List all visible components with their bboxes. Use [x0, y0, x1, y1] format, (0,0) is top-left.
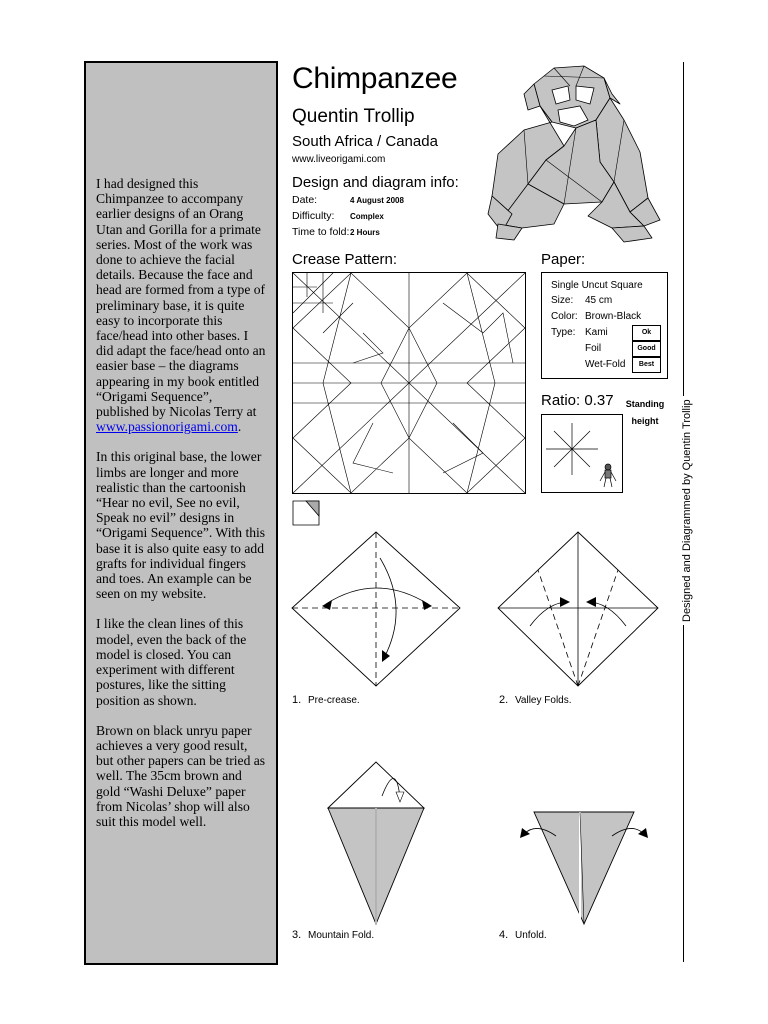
crease-pattern-heading: Crease Pattern: [292, 251, 398, 268]
step-2-number: 2. [499, 694, 509, 706]
paper-type-label: Type: [551, 327, 576, 338]
info-heading: Design and diagram info: [292, 174, 459, 191]
step-1-label: Pre-crease. [308, 695, 360, 706]
step-4-number: 4. [499, 929, 509, 941]
step-1-diagram [290, 530, 462, 690]
paper-info-box [541, 272, 668, 379]
author-country: South Africa / Canada [292, 133, 438, 150]
step-1-number: 1. [292, 694, 302, 706]
time-value: 2 Hours [350, 228, 380, 237]
chimpanzee-illustration [484, 64, 670, 244]
paper-color-label: Color: [551, 311, 578, 322]
time-label: Time to fold: [292, 226, 350, 238]
sidebar-paragraph-1: I had designed this Chimpanzee to accompany earlier designs of an Orang Utan and Gorilla for a primate series. Most of the work was done to achieve the facial details. Because the face and head are formed from a type of preliminary base, it is quite easy to incorporate this face/head into other bases. I did adapt the face/head onto an easier base – the diagrams appearing in my book entitled “Origami Sequence”, published by Nicolas Terry at www.passionorigami.com. [96, 176, 266, 435]
standing-height-label: Standing height [625, 399, 665, 426]
paper-heading: Paper: [541, 251, 586, 268]
step-4-diagram [510, 800, 660, 930]
step-2-label: Valley Folds. [515, 695, 572, 706]
chimp-mini-icon [600, 464, 616, 487]
designer-credit: Designed and Diagrammed by Quentin Trollip [681, 396, 693, 625]
date-value: 4 August 2008 [350, 196, 404, 205]
rating-good-badge: Good [632, 341, 661, 357]
page-title: Chimpanzee [292, 62, 458, 95]
sidebar-paragraph-2: In this original base, the lower limbs are longer and more realistic than the cartoonish “Hear no evil, See no evil, Speak no evil” designs in “Origami Sequence”. With this base it is also quite easy to add grafts for individual fingers and toes. An example can be seen on my website. [96, 449, 266, 602]
paper-size-label: Size: [551, 295, 574, 306]
rating-ok-badge: Ok [632, 325, 661, 341]
paper-type-wetfold: Wet-Fold [585, 359, 626, 370]
crease-pattern [292, 272, 526, 494]
difficulty-value: Complex [350, 212, 384, 221]
difficulty-label: Difficulty: [292, 210, 335, 222]
ratio-diagram [541, 414, 623, 493]
step-3-diagram [320, 758, 450, 928]
step-4-label: Unfold. [515, 930, 547, 941]
rating-best-badge: Best [632, 357, 661, 373]
ratio-label: Ratio: 0.37 [541, 392, 614, 409]
step-2-diagram [498, 530, 670, 690]
paper-kind: Single Uncut Square [551, 280, 643, 291]
sidebar-text [96, 176, 268, 844]
paper-size-value: 45 cm [585, 295, 613, 306]
step-3-label: Mountain Fold. [308, 930, 375, 941]
author-name: Quentin Trollip [292, 106, 415, 127]
passionorigami-link[interactable]: www.passionorigami.com [96, 419, 238, 435]
sidebar-paragraph-3: I like the clean lines of this model, even the back of the model is closed. You can experiment with different postures, like the sitting position as shown. [96, 616, 247, 708]
sidebar-paragraph-4: Brown on black unryu paper achieves a very good result, but other papers can be tried as well. The 35cm brown and gold “Washi Deluxe” paper from Nicolas’ shop will also suit this model well. [96, 722, 266, 829]
paper-type-foil: Foil [585, 343, 602, 354]
date-label: Date: [292, 194, 318, 206]
paper-type-kami: Kami [585, 327, 608, 338]
paper-color-value: Brown-Black [585, 311, 642, 322]
website-text: www.liveorigami.com [292, 154, 386, 165]
paper-corner-icon [292, 500, 320, 526]
step-3-number: 3. [292, 929, 302, 941]
